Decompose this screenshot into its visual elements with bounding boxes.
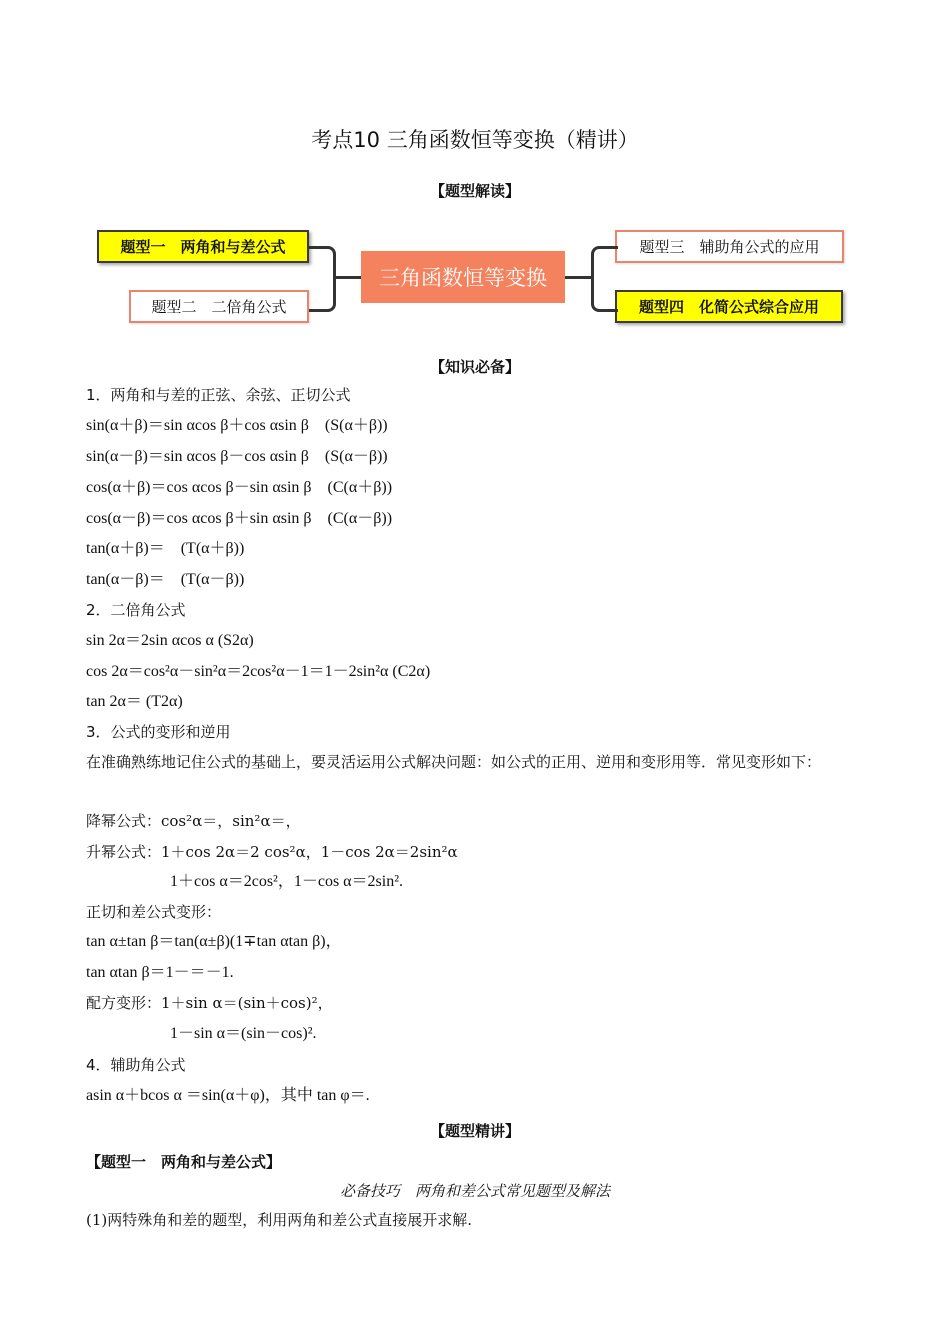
formula-cos-sum: cos(α＋β)＝cos αcos β－sin αsin β (C(α＋β)) [86,479,393,496]
mindmap-node-type2: 题型二 二倍角公式 [129,290,309,323]
paragraph-transform-intro: 在准确熟练地记住公式的基础上，要灵活运用公式解决问题：如公式的正用、逆用和变形用等．常见变形如下： [86,753,822,771]
heading-double-angle: 2．二倍角公式 [86,601,186,619]
tip-heading: 必备技巧 两角和差公式常见题型及解法 [339,1182,610,1200]
formula-tan-double: tan 2α＝ (T2α) [86,693,183,710]
formula-power-raise: 升幂公式：1＋cos 2α＝2 cos²α，1－cos 2α＝2sin²α [86,843,458,861]
paragraph-type1-method: (1)两特殊角和差的题型，利用两角和差公式直接展开求解. [86,1211,473,1229]
formula-cos-diff: cos(α－β)＝cos αcos β＋sin αsin β (C(α－β)) [86,510,393,527]
formula-power-reduction: 降幂公式：cos²α＝，sin²α＝， [86,812,301,830]
mindmap-node-type4: 题型四 化简公式综合应用 [615,290,843,323]
mindmap-center-node: 三角函数恒等变换 [361,251,565,303]
heading-type1: 【题型一 两角和与差公式】 [86,1153,282,1171]
formula-tan-transform-2: tan αtan β＝1－＝－1. [86,964,234,981]
heading-auxiliary-angle: 4．辅助角公式 [86,1056,186,1074]
formula-tan-diff: tan(α－β)＝ (T(α－β)) [86,571,245,588]
mindmap-connector-left-stem [333,276,361,279]
mindmap-connector-left [309,246,336,312]
mindmap-connector-right-stem [565,276,591,279]
heading-sum-difference: 1．两角和与差的正弦、余弦、正切公式 [86,386,351,404]
formula-square-1: 配方变形：1＋sin α＝(sin＋cos)²， [86,994,333,1012]
section-heading-lecture: 【题型精讲】 [429,1122,520,1140]
formula-square-2: 1－sin α＝(sin－cos)². [170,1025,317,1042]
formula-cos-double: cos 2α＝cos²α－sin²α＝2cos²α－1＝1－2sin²α (C2α) [86,663,431,680]
label-tan-transform: 正切和差公式变形： [86,903,222,921]
formula-tan-transform-1: tan α±tan β＝tan(α±β)(1∓tan αtan β)， [86,933,342,950]
formula-auxiliary-angle: asin α＋bcos α ＝sin(α＋φ)，其中 tan φ＝. [86,1087,370,1104]
mindmap-node-type1: 题型一 两角和与差公式 [97,230,309,263]
formula-sin-double: sin 2α＝2sin αcos α (S2α) [86,632,254,649]
formula-sin-sum: sin(α＋β)＝sin αcos β＋cos αsin β (S(α＋β)) [86,417,388,434]
mindmap-connector-right [591,246,618,312]
heading-transform: 3．公式的变形和逆用 [86,723,231,741]
formula-power-raise-2: 1＋cos α＝2cos²，1－cos α＝2sin². [170,873,404,890]
mindmap-node-type3: 题型三 辅助角公式的应用 [615,230,844,263]
formula-tan-sum: tan(α＋β)＝ (T(α＋β)) [86,540,245,557]
section-heading-reading: 【题型解读】 [429,182,520,200]
formula-sin-diff: sin(α－β)＝sin αcos β－cos αsin β (S(α－β)) [86,448,388,465]
section-heading-knowledge: 【知识必备】 [429,358,520,376]
page-title: 考点10 三角函数恒等变换（精讲） [311,128,639,152]
